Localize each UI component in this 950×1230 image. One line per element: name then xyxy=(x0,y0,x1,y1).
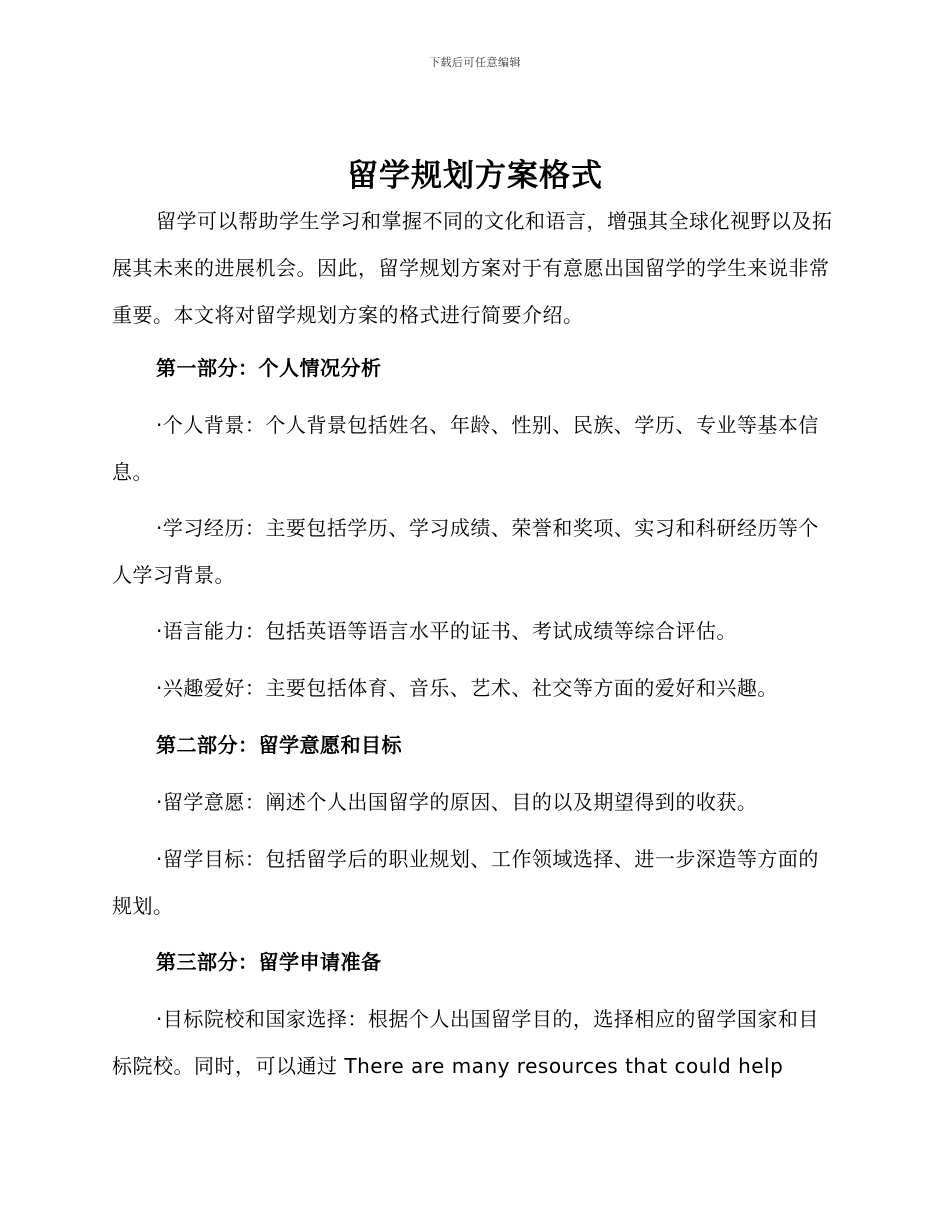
page-title: 留学规划方案格式 xyxy=(347,158,603,194)
bullet-school-selection: ·目标院校和国家选择：根据个人出国留学目的，选择相应的留学国家和目标院校。同时，可以通过 There are many resources that could help xyxy=(112,1007,819,1078)
intro-paragraph: 留学可以帮助学生学习和掌握不同的文化和语言，增强其全球化视野以及拓展其未来的进展机会。因此，留学规划方案对于有意愿出国留学的学生来说非常重要。本文将对留学规划方案的格式进行简要介绍。 xyxy=(112,209,833,327)
bullet-study-intention: ·留学意愿：阐述个人出国留学的原因、目的以及期望得到的收获。 xyxy=(156,790,758,814)
bullet-personal-background: ·个人背景：个人背景包括姓名、年龄、性别、民族、学历、专业等基本信息。 xyxy=(112,413,819,484)
section-heading-2: 第二部分：留学意愿和目标 xyxy=(156,733,402,757)
bullet-study-experience: ·学习经历：主要包括学历、学习成绩、荣誉和奖项、实习和科研经历等个人学习背景。 xyxy=(112,516,819,587)
section-heading-3: 第三部分：留学申请准备 xyxy=(156,950,382,974)
section-heading-1: 第一部分：个人情况分析 xyxy=(156,356,382,380)
bullet-language-ability: ·语言能力：包括英语等语言水平的证书、考试成绩等综合评估。 xyxy=(156,619,737,643)
bullet-study-goal: ·留学目标：包括留学后的职业规划、工作领域选择、进一步深造等方面的规划。 xyxy=(112,847,819,918)
header-note: 下载后可任意编辑 xyxy=(429,56,521,69)
bullet-hobbies: ·兴趣爱好：主要包括体育、音乐、艺术、社交等方面的爱好和兴趣。 xyxy=(156,676,778,700)
